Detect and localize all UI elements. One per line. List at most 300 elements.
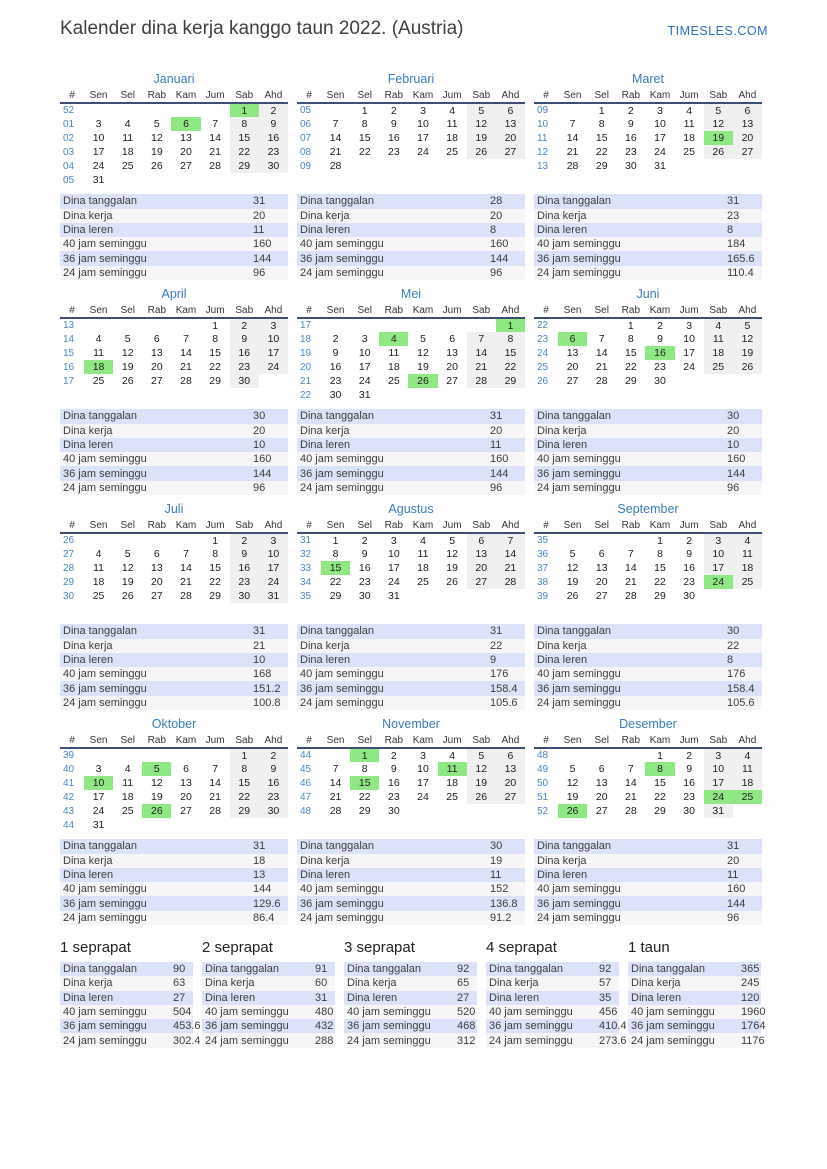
stats-label: 36 jam seminggu: [347, 1020, 431, 1033]
day-cell: 3: [361, 333, 368, 345]
day-header: Sab: [230, 518, 259, 533]
summary-stats-table: [628, 962, 766, 1048]
stats-label: 40 jam seminggu: [63, 1006, 147, 1019]
stats-row: [486, 1033, 619, 1047]
day-header: Kam: [408, 518, 437, 533]
week-column-header: #: [60, 733, 84, 748]
day-cell: 13: [151, 562, 163, 574]
stats-row: [344, 991, 477, 1005]
day-cell: 17: [683, 347, 695, 359]
stats-row: [486, 1019, 619, 1033]
day-cell: 8: [361, 118, 368, 130]
stats-row: [534, 481, 762, 495]
week-number: 18: [300, 333, 312, 345]
day-cell: 2: [627, 104, 634, 117]
day-cell: 5: [467, 748, 496, 762]
day-cell: 27: [180, 160, 192, 172]
stats-value: 96: [253, 481, 266, 494]
stats-row: [628, 1019, 761, 1033]
week-number: 40: [63, 763, 75, 775]
stats-label: Dina kerja: [205, 977, 255, 990]
summary-block: [202, 938, 335, 1048]
stats-label: Dina tanggalan: [489, 963, 564, 976]
stats-label: Dina kerja: [63, 209, 113, 222]
month-stats-table: [60, 839, 288, 925]
holiday-day-cell: 10: [84, 776, 113, 790]
week-number: 35: [300, 590, 312, 602]
day-cell: 23: [625, 146, 637, 158]
stats-value: 365: [741, 963, 760, 976]
week-column-header: #: [60, 518, 84, 533]
day-cell: 28: [180, 375, 192, 387]
stats-label: Dina tanggalan: [537, 840, 612, 853]
day-cell: 2: [230, 318, 259, 332]
day-cell: 8: [332, 548, 339, 560]
week-number: 08: [300, 146, 312, 158]
day-cell: 22: [230, 145, 259, 159]
day-cell: 22: [209, 361, 221, 373]
week-row: [534, 117, 762, 131]
day-cell: 6: [733, 103, 762, 117]
day-cell: 6: [598, 763, 605, 775]
stats-label: 40 jam seminggu: [300, 883, 384, 896]
stats-value: 90: [173, 963, 186, 976]
stats-label: Dina tanggalan: [300, 625, 375, 638]
stats-label: 24 jam seminggu: [537, 696, 621, 709]
stats-row: [297, 194, 525, 208]
day-cell: 12: [704, 117, 733, 131]
empty-day-cell: [321, 103, 350, 117]
empty-day-cell: [733, 804, 762, 818]
empty-day-cell: [142, 103, 171, 117]
day-cell: 3: [657, 104, 663, 117]
day-header: Ahd: [733, 518, 762, 533]
week-row: [60, 561, 288, 575]
day-header: Sab: [230, 303, 259, 318]
day-cell: 8: [598, 118, 605, 130]
stats-label: Dina kerja: [300, 424, 350, 437]
day-cell: 2: [657, 319, 663, 332]
day-cell: 3: [686, 319, 693, 332]
day-header: Sel: [113, 303, 142, 318]
empty-day-cell: [201, 748, 230, 762]
day-header: Sab: [230, 733, 259, 748]
week-row: [60, 360, 288, 374]
day-header: Sab: [230, 88, 259, 103]
stats-value: 100.8: [253, 696, 281, 709]
day-cell: 3: [420, 749, 426, 762]
day-cell: 23: [259, 145, 288, 159]
day-cell: 16: [683, 562, 695, 574]
stats-row: [60, 962, 193, 976]
stats-value: 65: [457, 977, 470, 990]
month-title: September: [617, 502, 679, 516]
holiday-day-cell: 26: [142, 804, 171, 818]
day-header-row: [60, 88, 288, 103]
stats-value: 160: [253, 238, 272, 251]
day-header: Jum: [675, 303, 704, 318]
day-header: Sen: [558, 88, 587, 103]
day-cell: 14: [595, 347, 608, 359]
day-cell: 16: [230, 346, 259, 360]
stats-value: 8: [490, 223, 497, 236]
day-cell: 29: [625, 375, 637, 387]
stats-value: 1176: [741, 1034, 765, 1047]
day-cell: 4: [449, 749, 456, 762]
holiday-day-cell: 8: [645, 762, 674, 776]
week-row: [60, 145, 288, 159]
stats-label: 36 jam seminggu: [537, 467, 621, 480]
site-link[interactable]: TIMESLES.COM: [667, 24, 768, 38]
day-cell: 23: [358, 576, 371, 588]
empty-day-cell: [259, 818, 288, 832]
month-calendar: [534, 303, 762, 388]
stats-value: 144: [253, 883, 272, 896]
day-cell: 5: [704, 103, 733, 117]
stats-row: [60, 868, 288, 882]
stats-label: 36 jam seminggu: [205, 1020, 289, 1033]
holiday-day-cell: 6: [558, 332, 587, 346]
week-number: 50: [537, 777, 549, 789]
week-number: 25: [537, 361, 549, 373]
empty-day-cell: [350, 318, 379, 332]
month-block: [297, 716, 525, 925]
day-cell: 25: [121, 160, 134, 172]
day-cell: 11: [93, 347, 105, 359]
day-cell: 19: [151, 791, 163, 803]
stats-row: [297, 868, 525, 882]
day-cell: 30: [259, 159, 288, 173]
day-cell: 26: [151, 160, 163, 172]
day-header: Sel: [113, 733, 142, 748]
stats-value: 27: [457, 991, 470, 1004]
empty-day-cell: [675, 374, 704, 388]
stats-value: 20: [253, 424, 266, 437]
day-cell: 28: [209, 160, 221, 172]
month-stats-table: [534, 624, 762, 710]
day-cell: 1: [361, 104, 368, 117]
day-cell: 22: [358, 146, 371, 158]
day-cell: 26: [467, 790, 496, 804]
day-cell: 27: [467, 575, 496, 589]
stats-label: Dina kerja: [300, 854, 350, 867]
day-cell: 11: [446, 118, 458, 130]
stats-label: Dina leren: [63, 991, 114, 1004]
day-cell: 13: [733, 117, 762, 131]
day-cell: 16: [230, 561, 259, 575]
day-cell: 16: [329, 361, 342, 373]
week-number: 20: [300, 361, 312, 373]
day-cell: 28: [625, 590, 637, 602]
week-column-header: #: [534, 303, 558, 318]
day-cell: 6: [183, 763, 189, 775]
day-cell: 19: [467, 131, 496, 145]
day-cell: 9: [390, 763, 397, 775]
month-block: [297, 71, 525, 280]
day-cell: 15: [496, 346, 525, 360]
stats-label: 24 jam seminggu: [300, 266, 384, 279]
week-row: [297, 804, 525, 818]
day-cell: 20: [566, 361, 579, 373]
week-row: [60, 332, 288, 346]
week-row: [534, 318, 762, 332]
day-cell: 25: [417, 576, 429, 588]
day-cell: 22: [230, 790, 259, 804]
day-header: Jum: [201, 88, 230, 103]
day-cell: 20: [180, 791, 192, 803]
day-cell: 22: [358, 791, 371, 803]
day-cell: 17: [358, 361, 371, 373]
stats-label: 36 jam seminggu: [631, 1020, 715, 1033]
stats-row: [534, 223, 762, 237]
stats-row: [60, 976, 193, 990]
day-cell: 5: [420, 333, 426, 345]
day-cell: 24: [92, 805, 105, 817]
day-header: Jum: [675, 733, 704, 748]
stats-row: [344, 976, 477, 990]
empty-day-cell: [379, 318, 408, 332]
empty-day-cell: [496, 804, 525, 818]
stats-value: 245: [741, 977, 760, 990]
stats-row: [60, 896, 288, 910]
stats-value: 27: [173, 991, 186, 1004]
day-cell: 27: [496, 790, 525, 804]
week-number: 37: [537, 562, 549, 574]
day-cell: 18: [446, 777, 458, 789]
day-cell: 14: [180, 347, 192, 359]
day-cell: 22: [209, 576, 221, 588]
day-cell: 7: [496, 533, 525, 547]
day-header: Rab: [616, 733, 645, 748]
empty-day-cell: [84, 318, 113, 332]
stats-row: [297, 911, 525, 925]
week-row: [297, 103, 525, 117]
stats-row: [60, 991, 193, 1005]
week-number: 38: [537, 576, 549, 588]
stats-label: 36 jam seminggu: [300, 897, 384, 910]
stats-row: [297, 209, 525, 223]
week-column-header: #: [60, 303, 84, 318]
week-number: 19: [300, 347, 312, 359]
stats-value: 160: [490, 238, 509, 251]
stats-value: 31: [490, 410, 503, 423]
week-number: 17: [300, 320, 312, 331]
stats-value: 96: [727, 911, 740, 924]
day-cell: 21: [209, 791, 221, 803]
week-number: 24: [537, 347, 549, 359]
day-cell: 19: [566, 576, 579, 588]
stats-value: 144: [253, 252, 272, 265]
stats-label: Dina kerja: [537, 854, 587, 867]
empty-day-cell: [230, 173, 259, 187]
month-calendar: [297, 733, 525, 818]
stats-row: [60, 1033, 193, 1047]
stats-value: 30: [727, 410, 740, 423]
stats-label: 36 jam seminggu: [537, 252, 621, 265]
stats-value: 8: [727, 223, 734, 236]
stats-value: 11: [490, 868, 502, 881]
day-cell: 26: [121, 375, 134, 387]
day-header: Rab: [616, 303, 645, 318]
day-header: Sel: [587, 518, 616, 533]
stats-label: 24 jam seminggu: [631, 1034, 715, 1047]
stats-row: [60, 223, 288, 237]
empty-day-cell: [113, 533, 142, 547]
day-cell: 9: [230, 332, 259, 346]
day-cell: 18: [733, 776, 762, 790]
day-header: Kam: [408, 303, 437, 318]
day-cell: 18: [683, 132, 695, 144]
month-calendar: [60, 88, 288, 187]
week-row: [534, 790, 762, 804]
stats-value: 57: [599, 977, 612, 990]
empty-day-cell: [171, 318, 200, 332]
week-number: 52: [537, 805, 549, 817]
week-row: [297, 561, 525, 575]
stats-label: 40 jam seminggu: [63, 238, 147, 251]
day-cell: 12: [151, 132, 163, 144]
week-number: 15: [63, 347, 75, 359]
day-header: Ahd: [259, 303, 288, 318]
day-cell: 11: [122, 777, 134, 789]
day-cell: 4: [733, 748, 762, 762]
stats-label: 40 jam seminggu: [489, 1006, 573, 1019]
stats-label: Dina tanggalan: [205, 963, 280, 976]
month-block: [60, 286, 288, 495]
day-cell: 25: [121, 805, 134, 817]
summary-stats-table: [60, 962, 201, 1048]
day-header: Sab: [704, 303, 733, 318]
day-header: Jum: [201, 733, 230, 748]
stats-value: 453.6: [173, 1020, 201, 1033]
stats-label: Dina tanggalan: [63, 963, 138, 976]
stats-value: 152: [490, 883, 509, 896]
stats-row: [60, 237, 288, 251]
day-header: Sen: [84, 88, 113, 103]
week-number: 46: [300, 777, 312, 789]
empty-day-cell: [558, 533, 587, 547]
stats-value: 144: [490, 252, 509, 265]
empty-day-cell: [171, 533, 200, 547]
empty-day-cell: [438, 589, 467, 603]
day-header: Sen: [558, 303, 587, 318]
day-cell: 6: [467, 533, 496, 547]
day-cell: 20: [496, 776, 525, 790]
month-block: [60, 716, 288, 925]
empty-day-cell: [467, 388, 496, 402]
day-cell: 10: [683, 333, 695, 345]
day-cell: 22: [329, 576, 342, 588]
week-number: 16: [63, 361, 75, 373]
week-row: [60, 533, 288, 547]
stats-label: Dina kerja: [489, 977, 539, 990]
holiday-day-cell: 11: [438, 762, 467, 776]
day-cell: 1: [598, 104, 605, 117]
week-row: [60, 748, 288, 762]
day-cell: 20: [496, 131, 525, 145]
week-number: 21: [300, 375, 312, 387]
stats-label: Dina kerja: [63, 639, 113, 652]
day-cell: 24: [683, 361, 695, 373]
stats-row: [486, 976, 619, 990]
stats-row: [60, 424, 288, 438]
day-cell: 9: [361, 548, 368, 560]
day-cell: 17: [417, 777, 429, 789]
week-number: 05: [63, 174, 75, 186]
day-cell: 4: [420, 534, 426, 547]
day-cell: 26: [733, 360, 762, 374]
month-calendar: [60, 303, 288, 388]
day-header: Kam: [645, 733, 674, 748]
empty-day-cell: [142, 818, 171, 832]
day-cell: 16: [388, 132, 400, 144]
day-cell: 31: [358, 389, 371, 401]
empty-day-cell: [704, 159, 733, 173]
day-cell: 8: [496, 332, 525, 346]
day-cell: 11: [417, 548, 429, 560]
day-cell: 28: [496, 575, 525, 589]
day-cell: 21: [566, 146, 579, 158]
stats-value: 176: [490, 668, 509, 681]
week-number: 43: [63, 805, 75, 817]
day-header: Ahd: [259, 733, 288, 748]
day-header: Jum: [675, 88, 704, 103]
day-cell: 24: [417, 146, 429, 158]
week-row: [297, 547, 525, 561]
stats-value: 410.4: [599, 1020, 627, 1033]
day-cell: 13: [496, 762, 525, 776]
stats-row: [344, 962, 477, 976]
day-cell: 23: [259, 790, 288, 804]
week-number: 14: [63, 333, 75, 345]
stats-label: Dina leren: [300, 868, 351, 881]
stats-row: [534, 868, 762, 882]
day-header-row: [297, 733, 525, 748]
month-stats-table: [534, 839, 762, 925]
day-cell: 30: [358, 590, 371, 602]
stats-row: [60, 839, 288, 853]
stats-row: [297, 481, 525, 495]
stats-row: [534, 854, 762, 868]
holiday-day-cell: 25: [733, 790, 762, 804]
day-cell: 18: [92, 576, 105, 588]
day-cell: 27: [151, 375, 163, 387]
week-row: [60, 346, 288, 360]
stats-label: Dina tanggalan: [300, 840, 375, 853]
day-cell: 11: [388, 347, 400, 359]
stats-label: 40 jam seminggu: [537, 668, 621, 681]
day-cell: 28: [180, 590, 192, 602]
day-header: Sab: [467, 733, 496, 748]
stats-value: 96: [490, 266, 503, 279]
day-cell: 15: [625, 347, 637, 359]
summary-title: 3 seprapat: [344, 939, 415, 956]
day-cell: 5: [733, 318, 762, 332]
day-header-row: [534, 518, 762, 533]
stats-row: [486, 991, 619, 1005]
stats-value: 1960: [741, 1006, 766, 1019]
month-title: Maret: [632, 72, 664, 86]
day-header: Rab: [142, 88, 171, 103]
day-cell: 7: [598, 333, 605, 345]
day-header: Kam: [645, 88, 674, 103]
stats-row: [534, 194, 762, 208]
day-cell: 26: [446, 576, 458, 588]
empty-day-cell: [201, 173, 230, 187]
empty-day-cell: [201, 103, 230, 117]
day-header: Kam: [171, 88, 200, 103]
day-header-row: [297, 303, 525, 318]
